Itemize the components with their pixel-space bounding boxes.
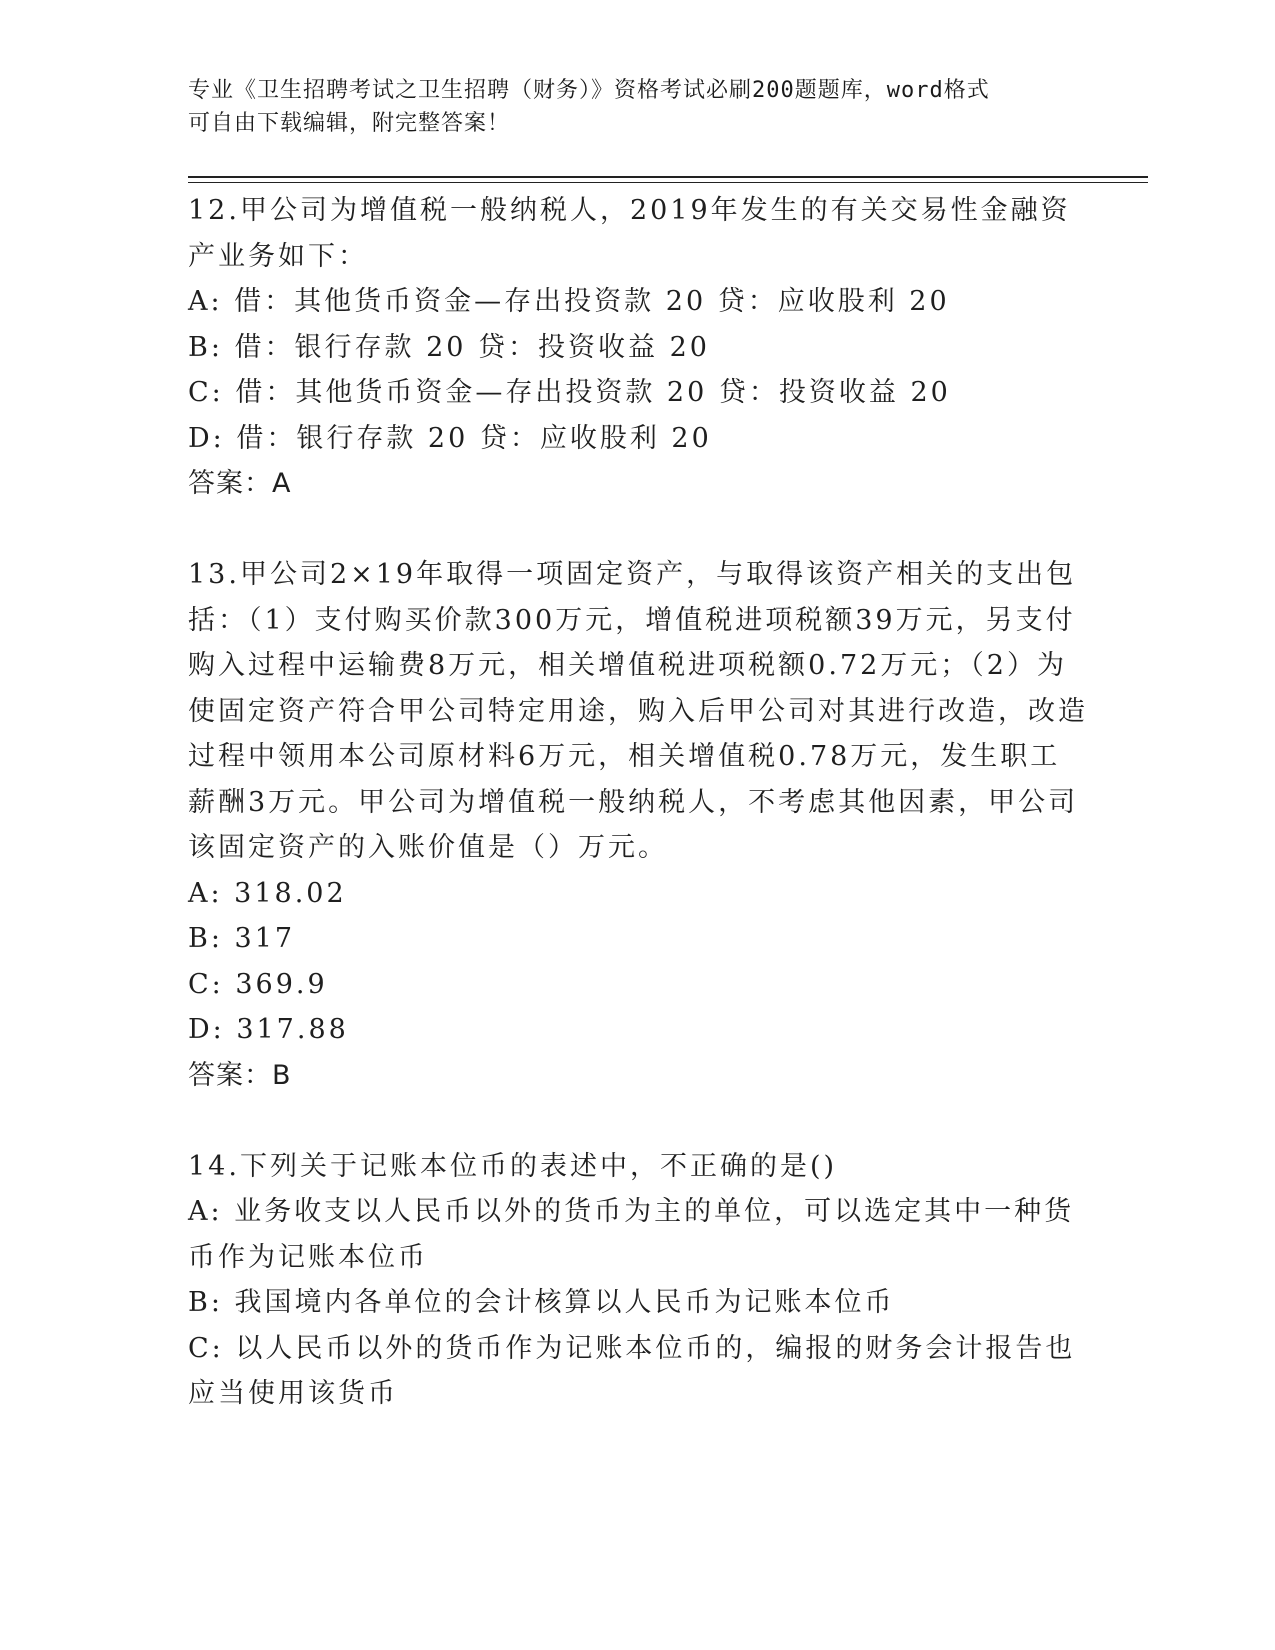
header-divider-thin	[188, 182, 1148, 183]
header-line-1: 专业《卫生招聘考试之卫生招聘（财务）》资格考试必刷200题题库，word格式	[188, 78, 990, 103]
option-a: A: 借：其他货币资金—存出投资款 20 贷：应收股利 20	[188, 286, 950, 317]
option-a: A: 318.02	[188, 877, 347, 909]
spacer	[188, 507, 1088, 553]
header-divider-thick	[188, 176, 1148, 178]
option-a: A: 业务收支以人民币以外的货币为主的单位，可以选定其中一种货币作为记账本位币	[188, 1196, 1075, 1273]
answer: 答案：A	[188, 468, 292, 499]
option-c: C: 以人民币以外的货币作为记账本位币的，编报的财务会计报告也应当使用该货币	[188, 1332, 1076, 1409]
question-text: 13.甲公司2×19年取得一项固定资产，与取得该资产相关的支出包括：（1）支付购买价款300万元，增值税进项税额39万元，另支付购入过程中运输费8万元，相关增值税进项税额0.72万元；（2）为使固定资产符合甲公司特定用途，购入后甲公司对其进行改造，改造过程中领用本公司原材料6万元，相关增值税0.78万元，发生职工薪酬3万元。甲公司为增值税一般纳税人，不考虑其他因素，甲公司该固定资产的入账价值是（）万元。	[188, 559, 1088, 863]
question-14	[188, 1144, 1088, 1417]
spacer	[188, 1098, 1088, 1144]
answer: 答案：B	[188, 1059, 292, 1091]
question-text: 14.下列关于记账本位币的表述中，不正确的是()	[188, 1150, 838, 1182]
question-12	[188, 188, 1088, 507]
document-header	[188, 74, 1068, 140]
option-b: B: 借：银行存款 20 贷：投资收益 20	[188, 331, 710, 363]
question-list	[188, 188, 1088, 1417]
option-c: C: 369.9	[188, 968, 328, 1000]
option-c: C: 借：其他货币资金—存出投资款 20 贷：投资收益 20	[188, 377, 951, 408]
question-13	[188, 552, 1088, 1098]
header-line-2: 可自由下载编辑，附完整答案！	[188, 111, 511, 136]
question-text: 12.甲公司为增值税一般纳税人，2019年发生的有关交易性金融资产业务如下：	[188, 195, 1071, 272]
option-d: D: 借：银行存款 20 贷：应收股利 20	[188, 422, 712, 454]
option-b: B: 317	[188, 923, 296, 954]
option-b: B: 我国境内各单位的会计核算以人民币为记账本位币	[188, 1287, 895, 1318]
option-d: D: 317.88	[188, 1014, 349, 1045]
